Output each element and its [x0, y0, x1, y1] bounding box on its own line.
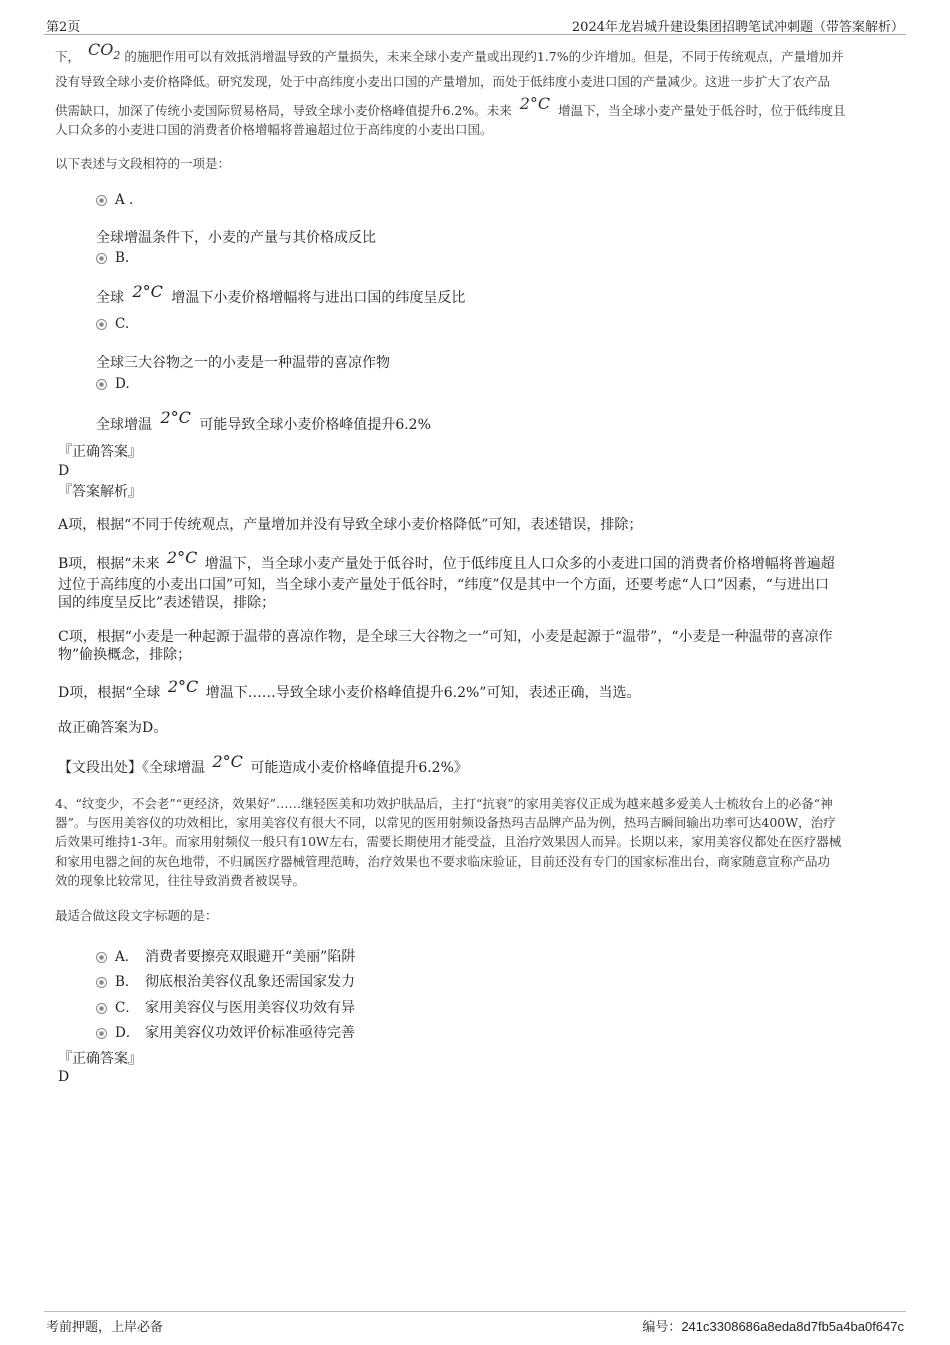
option-letter: A． [115, 949, 139, 965]
text-fragment: 增温下，当全球小麦产量处于低谷时，位于低纬度且人口众多的小麦进口国的消费者价格增幅将普遍超 [204, 556, 835, 572]
radio-icon[interactable] [96, 1003, 107, 1014]
q4-answer-label: 『正确答案』 [58, 1051, 142, 1067]
q3-passage-line2: 没有导致全球小麦价格降低。研究发现，处于中高纬度小麦出口国的产量增加，而处于低纬度小麦进口国的产量减少。这进一步扩大了农产品 [55, 74, 831, 89]
q4-passage-line5: 效的现象比较常见，往往导致消费者被误导。 [55, 873, 306, 888]
temperature-formula: 2°C [519, 94, 551, 113]
q3-option-a-text: 全球增温条件下，小麦的产量与其价格成反比 [96, 230, 376, 246]
q4-option-b[interactable] [96, 970, 355, 991]
footer-code-label: 编号： [642, 1320, 682, 1335]
text-fragment: D项，根据“全球 [58, 685, 161, 701]
option-text: 彻底根治美容仪乱象还需国家发力 [145, 974, 355, 990]
temperature-formula: 2°C [132, 282, 163, 301]
text-fragment: 下， [55, 49, 81, 64]
text-fragment: 全球 [96, 290, 124, 306]
option-letter: C． [115, 1000, 139, 1016]
co2-base: CO [88, 40, 114, 59]
footer-code-value: 241c3308686a8eda8d7fb5a4ba0f647c [681, 1319, 904, 1334]
option-letter: B. [115, 250, 130, 266]
q4-answer-value: D [58, 1069, 70, 1085]
text-fragment: 增温下……导致全球小麦价格峰值提升6.2%”可知，表述正确，当选。 [205, 685, 641, 701]
option-text: 消费者要擦亮双眼避开“美丽”陷阱 [145, 949, 356, 965]
radio-icon[interactable] [96, 253, 107, 264]
text-fragment: 【文段出处】《全球增温 [58, 760, 205, 776]
q4-passage-line4: 和家用电器之间的灰色地带，不归属医疗器械管理范畴，治疗效果也不要求临床验证，目前还没有专门的国家标准出台，商家随意宣称产品功 [55, 854, 831, 869]
q3-conclusion: 故正确答案为D。 [58, 720, 168, 736]
option-letter: D. [115, 376, 130, 392]
footer-slogan: 考前押题，上岸必备 [46, 1320, 164, 1335]
text-fragment: 全球增温 [96, 417, 152, 433]
q4-option-a[interactable] [96, 945, 355, 966]
radio-icon[interactable] [96, 952, 107, 963]
co2-formula [88, 40, 121, 63]
q3-analysis-b-line1 [58, 548, 903, 573]
temperature-formula: 2°C [167, 677, 199, 696]
q3-passage-line4: 人口众多的小麦进口国的消费者价格增幅将普遍超过位于高纬度的小麦出口国。 [55, 122, 493, 137]
q3-option-b-text [96, 282, 466, 307]
text-fragment: 可能导致全球小麦价格峰值提升6.2% [199, 417, 431, 433]
radio-icon[interactable] [96, 977, 107, 988]
page-header [44, 14, 906, 35]
q3-option-b-radio[interactable] [96, 250, 129, 266]
temperature-formula: 2°C [160, 408, 191, 427]
q3-analysis-d [58, 677, 903, 702]
q3-analysis-b-line2: 过位于高纬度的小麦出口国”可知，当全球小麦产量处于低谷时，“纬度”仅是其中一个方面，还要考虑“人口”因素，“与进出口 [58, 577, 829, 593]
text-fragment: 供需缺口，加深了传统小麦国际贸易格局，导致全球小麦价格峰值提升6.2%。未来 [55, 103, 512, 118]
option-text: 家用美容仪与医用美容仪功效有异 [145, 1000, 355, 1016]
text-fragment: 增温下小麦价格增幅将与进出口国的纬度呈反比 [171, 290, 466, 306]
temperature-formula: 2°C [166, 548, 198, 567]
option-letter: B． [115, 974, 139, 990]
q3-question: 以下表述与文段相符的一项是： [55, 156, 231, 171]
document-title: 2024年龙岩城升建设集团招聘笔试冲刺题（带答案解析） [571, 20, 904, 35]
page-footer [44, 1311, 906, 1337]
text-fragment: B项，根据“未来 [58, 556, 160, 572]
q4-passage-line3: 后效果可维持1-3年。而家用射频仪一般只有10W左右，需要长期使用才能受益，且治疗效果因人而异。长期以来，家用美容仪都处在医疗器械 [55, 834, 842, 849]
option-letter: D． [115, 1025, 140, 1041]
text-fragment: 的施肥作用可以有效抵消增温导致的产量损失，未来全球小麦产量或出现约1.7%的少许增加。但是，不同于传统观点，产量增加并 [124, 49, 844, 64]
q3-option-c-text: 全球三大谷物之一的小麦是一种温带的喜凉作物 [96, 355, 390, 371]
q3-passage-line1 [55, 40, 900, 71]
q3-option-c-radio[interactable] [96, 316, 129, 332]
q4-option-d[interactable] [96, 1021, 355, 1042]
q3-answer-label: 『正确答案』 [58, 444, 142, 460]
co2-subscript: 2 [113, 49, 121, 63]
q3-option-d-text [96, 408, 431, 434]
q3-option-d-radio[interactable] [96, 376, 130, 392]
radio-icon[interactable] [96, 319, 107, 330]
radio-icon[interactable] [96, 1028, 107, 1039]
q3-passage-line3 [55, 94, 900, 120]
q4-option-c[interactable] [96, 996, 355, 1017]
option-text: 家用美容仪功效评价标准亟待完善 [145, 1025, 355, 1041]
page-number: 第2页 [46, 20, 81, 35]
text-fragment: 可能造成小麦价格峰值提升6.2%》 [250, 760, 468, 776]
radio-icon[interactable] [96, 379, 107, 390]
q3-source [58, 752, 903, 777]
q4-question: 最适合做这段文字标题的是： [55, 908, 218, 923]
temperature-formula: 2°C [212, 752, 243, 771]
text-fragment: 增温下，当全球小麦产量处于低谷时，位于低纬度且 [558, 103, 846, 118]
q3-analysis-label: 『答案解析』 [58, 484, 142, 500]
q4-passage-line1: 4、“纹变少，不会老”“更经济，效果好”……继轻医美和功效护肤品后，主打“抗衰”的家用美容仪正成为越来越多爱美人士梳妆台上的必备“神 [55, 796, 833, 811]
q3-analysis-c-line1: C项，根据“小麦是一种起源于温带的喜凉作物，是全球三大谷物之一”可知，小麦是起源于“温带”，“小麦是一种温带的喜凉作 [58, 629, 833, 645]
option-letter: A . [115, 192, 134, 208]
q3-analysis-c-line2: 物”偷换概念，排除； [58, 647, 192, 663]
footer-code [642, 1316, 904, 1335]
radio-icon[interactable] [96, 195, 107, 206]
q3-analysis-a: A项，根据“不同于传统观点，产量增加并没有导致全球小麦价格降低”可知，表述错误，排除； [58, 517, 643, 533]
q3-analysis-b-line3: 国的纬度呈反比”表述错误，排除； [58, 595, 276, 611]
q3-answer-value: D [58, 463, 70, 479]
q3-option-a-radio[interactable] [96, 192, 133, 208]
q4-passage-line2: 器”。与医用美容仪的功效相比，家用美容仪有很大不同，以常见的医用射频设备热玛吉品牌产品为例，热玛吉瞬间输出功率可达400W，治疗 [55, 815, 836, 830]
option-letter: C. [115, 316, 130, 332]
